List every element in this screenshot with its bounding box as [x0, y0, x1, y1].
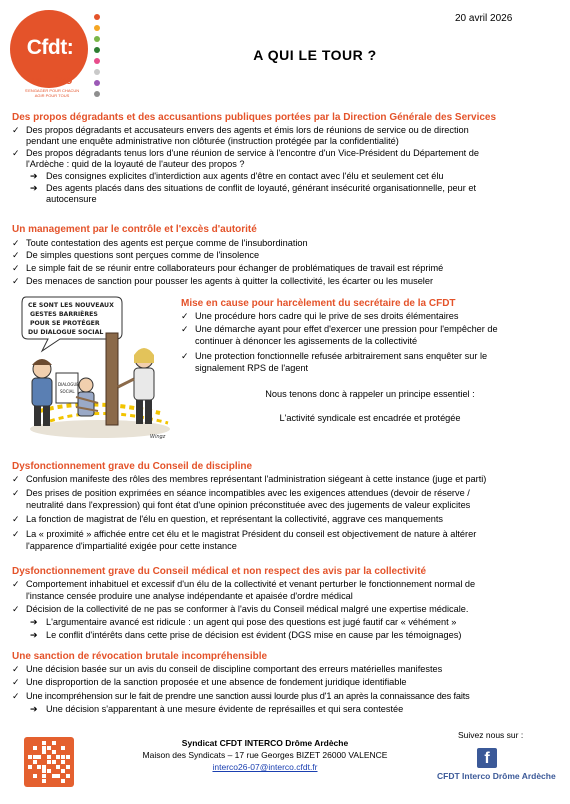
section-title: Un management par le contrôle et l'excès d'autorité	[12, 224, 257, 235]
item-text: De simples questions sont perçues comme de l'insolence	[26, 250, 260, 260]
item-text: Des propos dégradants tenus lors d'une réunion de service à l'encontre d'un Vice-Président du Département de	[26, 148, 480, 158]
qr-cell	[66, 755, 70, 759]
list-item	[12, 148, 557, 159]
facebook-icon[interactable]: f	[477, 748, 497, 768]
list-item-cont	[26, 541, 560, 552]
list-item	[12, 238, 557, 249]
footer-address: Maison des Syndicats – 17 rue Georges BIZET 26000 VALENCE	[142, 750, 388, 760]
section-title: Dysfonctionnement grave du Conseil de discipline	[12, 461, 253, 472]
qr-cell	[33, 755, 37, 759]
logo-dot	[94, 14, 100, 20]
arrow-icon: ➔	[30, 183, 38, 193]
qr-cell	[42, 750, 46, 754]
item-text: Décision de la collectivité de ne pas se conformer à l'avis du Conseil médical malgré une expertise médicale.	[26, 604, 469, 614]
facebook-page-label[interactable]: CFDT Interco Drôme Ardèche	[437, 771, 556, 781]
logo-tagline: S'ENGAGER POUR CHACUN AGIR POUR TOUS	[24, 88, 80, 98]
section-title: Des propos dégradants et des accusantions publiques portées par la Direction Générale des Services	[12, 112, 497, 123]
list-item	[181, 324, 556, 335]
list-item	[12, 263, 557, 274]
qr-cell	[33, 760, 37, 764]
arrow-icon: ➔	[30, 704, 38, 714]
logo-interco: INTERCO	[31, 76, 73, 86]
list-item	[12, 250, 557, 261]
item-text: Des consignes explicites d'interdiction aux agents d'être en contact avec l'élu et seulement cet élu	[46, 171, 444, 181]
logo-text: Cfdt:	[26, 36, 74, 59]
list-item-cont	[26, 500, 560, 511]
check-icon: ✓	[12, 148, 20, 158]
qr-cell	[28, 755, 32, 759]
section-title: Dysfonctionnement grave du Conseil médical et non respect des avis par la collectivité	[12, 566, 427, 577]
check-icon: ✓	[181, 311, 189, 321]
qr-cell	[61, 769, 65, 773]
bubble-line: CE SONT LES NOUVEAUX	[28, 302, 114, 309]
item-text: pendant une enquête administrative non clôturée (instruction protégée par la confidentialité)	[26, 136, 399, 146]
check-icon: ✓	[12, 250, 20, 260]
check-icon: ✓	[12, 238, 20, 248]
logo-dot	[94, 80, 100, 86]
item-text: Des agents placés dans des situations de conflit de loyauté, générant insécurité organisationnelle, peur et	[46, 183, 477, 193]
check-icon: ✓	[12, 263, 20, 273]
arrow-icon: ➔	[30, 617, 38, 627]
bubble-line: DU DIALOGUE SOCIAL	[28, 329, 104, 336]
list-item-cont	[195, 363, 555, 374]
logo-dot	[94, 36, 100, 42]
item-text: Des propos dégradants et accusateurs envers des agents et émis lors de réunions de service ou de direction	[26, 125, 469, 135]
item-text: continuer à dénoncer les agissements de la collectivité	[195, 336, 418, 346]
cartoon-illustration	[20, 293, 178, 443]
page-title: A QUI LE TOUR ?	[253, 47, 377, 63]
item-text: La fonction de magistrat de l'élu en question, et représentant la collectivité, aggrave ces manquements	[26, 514, 443, 524]
check-icon: ✓	[12, 579, 20, 589]
list-item	[12, 529, 560, 540]
item-text: Le simple fait de se réunir entre collaborateurs pour échanger de problématiques de travail est réprimé	[26, 263, 444, 273]
sub-item	[30, 183, 555, 194]
qr-cell	[47, 760, 51, 764]
qr-cell	[42, 779, 46, 783]
arrow-icon: ➔	[30, 171, 38, 181]
item-text: Le conflit d'intérêts dans cette prise de décision est évident (DGS mise en cause par les témoignages)	[46, 630, 462, 640]
item-text: Une décision basée sur un avis du conseil de discipline comportant des erreurs matérielles manifestes	[26, 664, 443, 674]
check-icon: ✓	[12, 125, 20, 135]
list-item	[12, 677, 560, 688]
qr-cell	[61, 755, 65, 759]
section-title: Une sanction de révocation brutale incompréhensible	[12, 651, 268, 662]
list-item	[12, 488, 560, 499]
qr-cell	[56, 765, 60, 769]
check-icon: ✓	[12, 514, 20, 524]
logo-dot	[94, 69, 100, 75]
list-item	[12, 664, 560, 675]
qr-cell	[37, 755, 41, 759]
qr-cell	[66, 765, 70, 769]
list-item-cont	[195, 336, 555, 347]
list-item	[12, 604, 560, 615]
check-icon: ✓	[181, 324, 189, 334]
item-text: autocensure	[46, 194, 97, 204]
qr-cell	[61, 760, 65, 764]
item-text: Des prises de position exprimées en séance incompatibles avec les exigences attendues (devoir de réserve /	[26, 488, 470, 498]
item-text: l'apparence d'impartialité exigée pour cette instance	[26, 541, 237, 551]
item-text: neutralité dans l'expression) qui font état d'une opinion préconstituée avec des jugements de valeur explicites	[26, 500, 471, 510]
item-text: Toute contestation des agents est perçue comme de l'insubordination	[26, 238, 308, 248]
check-icon: ✓	[12, 276, 20, 286]
logo-dot	[94, 91, 100, 97]
sub-item	[30, 617, 560, 628]
qr-cell	[47, 755, 51, 759]
item-text: Une démarche ayant pour effet d'exercer une pression pour l'empêcher de	[195, 324, 498, 334]
sign-line: SOCIAL	[60, 389, 75, 394]
list-item	[12, 514, 560, 525]
list-item	[12, 125, 557, 136]
arrow-icon: ➔	[30, 630, 38, 640]
qr-cell	[52, 750, 56, 754]
qr-cell	[47, 769, 51, 773]
footer-email-link[interactable]: interco26-07@interco.cfdt.fr	[212, 762, 318, 772]
qr-cell	[61, 779, 65, 783]
sign-line: DIALOGUE	[58, 382, 79, 387]
qr-cell	[66, 774, 70, 778]
check-icon: ✓	[181, 351, 189, 361]
list-item	[181, 351, 556, 362]
check-icon: ✓	[12, 677, 20, 687]
item-text: L'argumentaire avancé est ridicule : un agent qui pose des questions est jugé fautif car « véhément »	[46, 617, 457, 627]
qr-cell	[42, 774, 46, 778]
item-text: Comportement inhabituel et excessif d'un élu de la collectivité et venant perturber le fonctionnement normal de	[26, 579, 476, 589]
qr-cell	[52, 760, 56, 764]
qr-cell	[42, 765, 46, 769]
qr-cell	[56, 774, 60, 778]
item-text: Une décision s'apparentant à une mesure évidente de représailles et qui sera contestée	[46, 704, 404, 714]
item-text: La « proximité » affichée entre cet élu et le magistrat Président du conseil est objectivement de nature à altérer	[26, 529, 477, 539]
check-icon: ✓	[12, 604, 20, 614]
follow-label: Suivez nous sur :	[458, 730, 524, 740]
qr-cell	[42, 741, 46, 745]
item-text: Une incompréhension sur le fait de prendre une sanction aussi lourde plus d'1 an après la connaissance des faits	[26, 691, 470, 701]
list-item	[12, 579, 560, 590]
item-text: signalement RPS de l'agent	[195, 363, 309, 373]
item-text: l'instance censée produire une analyse indépendante et apaisée d'ordre médical	[26, 591, 353, 601]
item-text: l'Ardèche : quid de la loyauté de l'auteur des propos ?	[26, 159, 245, 169]
cartoon-signature: Wingz	[150, 434, 166, 440]
sub-item	[30, 630, 560, 641]
qr-code	[24, 737, 74, 787]
item-text: Une procédure hors cadre qui le prive de ses droits élémentaires	[195, 311, 459, 321]
qr-cell	[37, 765, 41, 769]
qr-cell	[52, 741, 56, 745]
qr-cell	[52, 774, 56, 778]
bubble-line: POUR SE PROTÉGER	[30, 320, 100, 327]
list-item	[12, 276, 557, 287]
list-item-cont	[26, 136, 556, 147]
item-text: Nous tenons donc à rappeler un principe essentiel :	[265, 389, 475, 399]
footer-org: Syndicat CFDT INTERCO Drôme Ardèche	[181, 738, 349, 748]
list-item-cont	[26, 159, 556, 170]
item-text: Une protection fonctionnelle refusée arbitrairement sans enquêter sur le	[195, 351, 488, 361]
list-item-cont	[26, 591, 560, 602]
qr-cell	[56, 755, 60, 759]
bubble-line: GESTES BARRIÈRES	[30, 311, 98, 318]
logo-dot	[94, 25, 100, 31]
item-text: Une disproportion de la sanction proposée et une absence de fondement juridique identifiable	[26, 677, 407, 687]
sub-item	[30, 704, 560, 715]
check-icon: ✓	[12, 488, 20, 498]
list-item	[12, 691, 562, 702]
document-date: 20 avril 2026	[455, 13, 513, 24]
qr-cell	[42, 746, 46, 750]
check-icon: ✓	[12, 474, 20, 484]
list-item	[181, 311, 556, 322]
qr-cell	[47, 746, 51, 750]
qr-cell	[42, 769, 46, 773]
sub-item	[30, 171, 555, 182]
list-item	[12, 474, 560, 485]
list-item-cont	[46, 194, 546, 205]
qr-cell	[33, 774, 37, 778]
item-text: L'activité syndicale est encadrée et protégée	[279, 413, 461, 423]
principle-statement	[180, 413, 560, 424]
qr-cell	[61, 746, 65, 750]
principle-intro	[180, 389, 560, 400]
item-text: Des menaces de sanction pour pousser les agents à quitter la collectivité, les écarter ou les museler	[26, 276, 434, 286]
item-text: Confusion manifeste des rôles des membres représentant l'administration siégeant à cette instance (juge et parti)	[26, 474, 487, 484]
section-title: Mise en cause pour harcèlement du secrétaire de la CFDT	[181, 298, 456, 309]
check-icon: ✓	[12, 664, 20, 674]
check-icon: ✓	[12, 691, 20, 701]
qr-cell	[33, 746, 37, 750]
qr-cell	[28, 765, 32, 769]
check-icon: ✓	[12, 529, 20, 539]
